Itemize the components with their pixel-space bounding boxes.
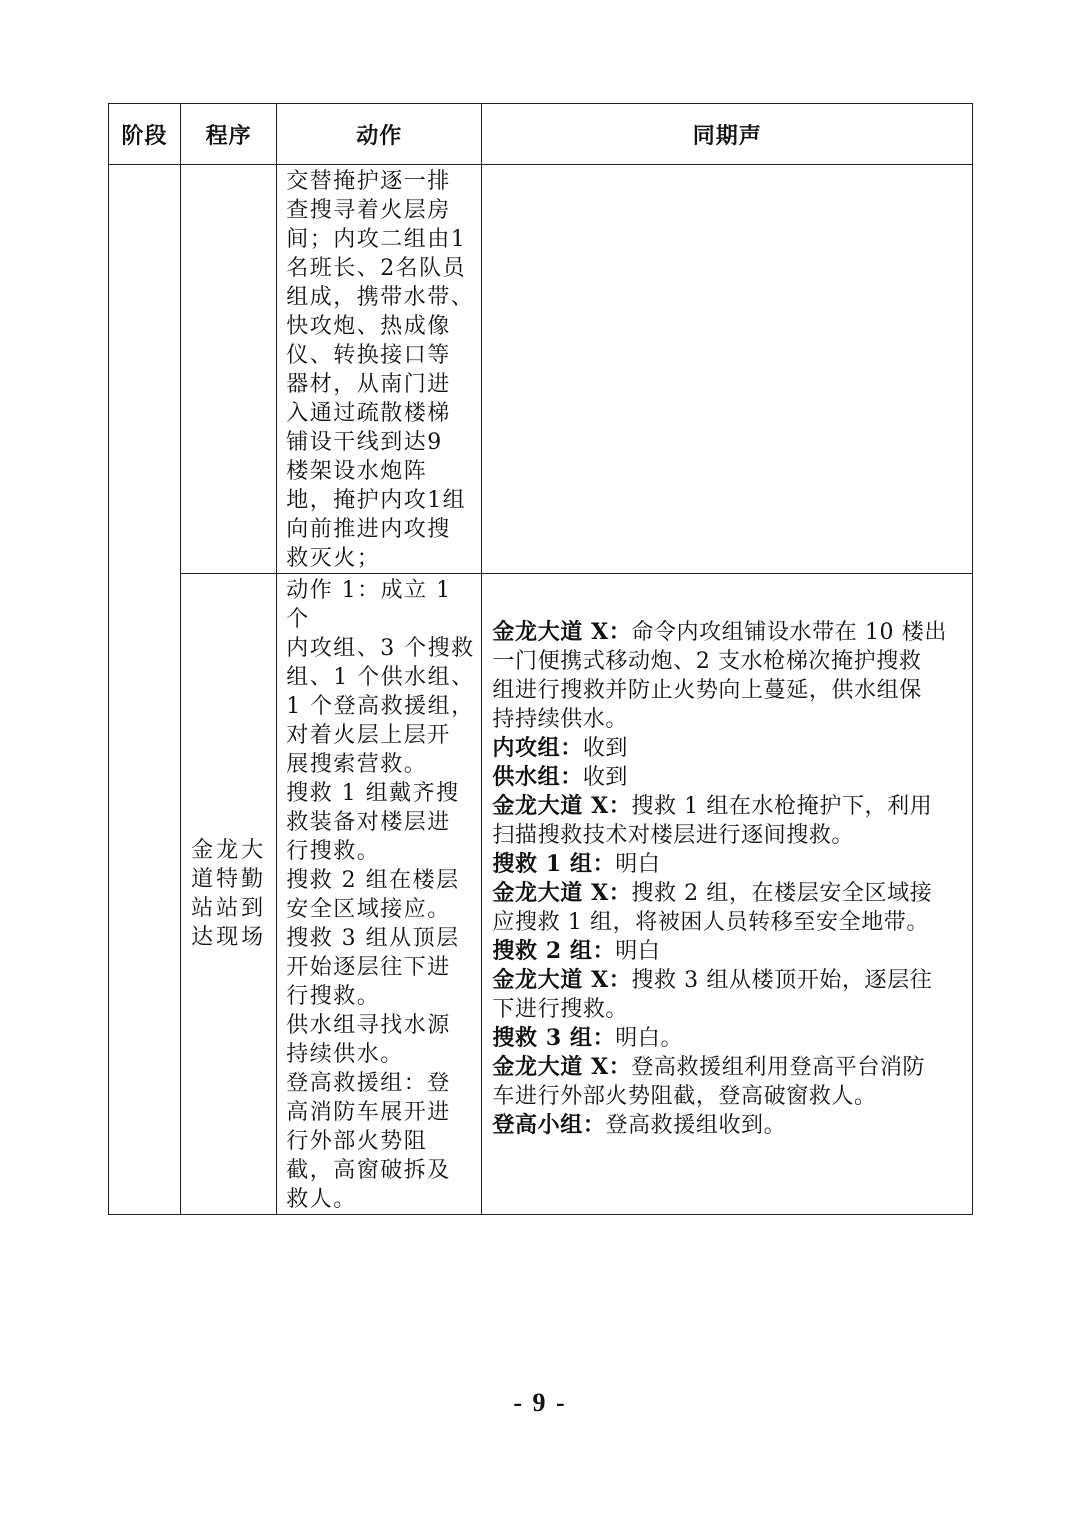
speaker-label: 金龙大道 X： [492,1054,632,1080]
action-line: 高消防车展开进 [286,1100,451,1125]
action-line: 器材，从南门进 [286,372,451,397]
action-line: 展搜索营救。 [286,752,428,777]
table-header-row [109,104,973,165]
action-line: 名班长、2名队员 [286,256,467,281]
voice-line [492,705,964,734]
voice-line [492,1053,964,1082]
speaker-label: 金龙大道 X： [492,967,632,993]
action-line: 对着火层上层开 [286,723,451,748]
speech-text: 扫描搜救技术对楼层进行逐间搜救。 [492,823,855,848]
speech-text: 持持续供水。 [492,707,629,732]
action-line: 行搜救。 [286,839,381,864]
header-voice: 同期声 [482,104,973,165]
table-row-arrival [109,574,973,1215]
voice-cell-empty [482,165,973,574]
stage-cell [109,165,181,1215]
speech-text: 搜救 1 组在水枪掩护下，利用 [631,794,933,819]
table-row-continued [109,165,973,574]
speaker-label: 搜救 2 组： [492,938,616,964]
action-line: 铺设干线到达9 [286,430,443,455]
voice-line [492,1111,964,1140]
action-line: 组、1 个供水组、 [286,665,475,690]
program-text: 金龙大道特勤站站到达现场 [191,838,267,950]
action-line: 间；内攻二组由1 [286,227,467,252]
voice-line [492,734,964,763]
page-number: - 9 - [513,1388,567,1417]
action-line: 开始逐层往下进 [286,955,451,980]
voice-line [492,879,964,908]
action-text [277,574,481,1214]
header-program: 程序 [181,104,277,165]
action-line: 搜救 3 组从顶层 [286,926,460,951]
speaker-label: 搜救 1 组： [492,851,616,877]
action-line: 搜救 1 组戴齐搜 [286,781,460,806]
speaker-label: 搜救 3 组： [492,1025,616,1051]
speaker-label: 金龙大道 X： [492,619,632,645]
action-line: 行搜救。 [286,984,381,1009]
voice-line [492,850,964,879]
speech-text: 登高救援组收到。 [605,1113,787,1138]
action-line: 快攻炮、热成像 [286,314,451,339]
voice-line [492,821,964,850]
action-line: 查搜寻着火层房 [286,198,451,223]
action-line: 地，掩护内攻1组 [286,488,467,513]
speech-text: 明白 [615,852,661,877]
voice-cell [482,574,973,1215]
action-line: 交替掩护逐一排 [286,169,451,194]
action-cell [277,574,482,1215]
voice-line [492,618,964,647]
voice-line [492,647,964,676]
action-line: 救灭火； [286,546,381,571]
action-line: 救装备对楼层进 [286,810,451,835]
speaker-label: 内攻组： [492,735,583,761]
voice-text [482,574,972,1140]
voice-line [492,908,964,937]
action-line: 向前推进内攻搜 [286,517,451,542]
voice-line [492,792,964,821]
speech-text: 收到 [582,736,629,761]
voice-line [492,1024,964,1053]
action-line: 入通过疏散楼梯 [286,401,451,426]
speech-text: 车进行外部火势阻截，登高破窗救人。 [492,1084,877,1109]
voice-line [492,1082,964,1111]
action-cell [277,165,482,574]
voice-line [492,763,964,792]
action-line: 供水组寻找水源 [286,1013,451,1038]
action-line: 1 个登高救援组， [286,694,475,719]
header-action: 动作 [277,104,482,165]
action-line: 持续供水。 [286,1042,404,1067]
speaker-label: 金龙大道 X： [492,880,632,906]
action-line: 组成，携带水带、 [286,285,475,310]
action-line: 行外部火势阻 [286,1129,428,1154]
speech-text: 登高救援组利用登高平台消防 [631,1055,926,1080]
action-line: 安全区域接应。 [286,897,451,922]
action-line: 内攻组、3 个搜救 [286,636,475,661]
speech-text: 应搜救 1 组，将被困人员转移至安全地带。 [492,910,930,935]
speaker-label: 金龙大道 X： [492,793,632,819]
program-cell-empty [181,165,277,574]
speech-text: 下进行搜救。 [492,997,629,1022]
speech-text: 收到 [582,765,629,790]
speech-text: 命令内攻组铺设水带在 10 楼出 [631,620,947,645]
procedure-table [108,103,973,1215]
voice-line [492,995,964,1024]
speech-text: 明白。 [615,1026,684,1051]
action-line: 登高救援组：登 [286,1071,451,1096]
action-text [277,165,481,573]
voice-line [492,937,964,966]
speaker-label: 供水组： [492,764,583,790]
speaker-label: 登高小组： [492,1112,606,1138]
speech-text: 搜救 2 组，在楼层安全区域接 [631,881,933,906]
action-line: 动作 1：成立 1 个 [286,578,452,632]
program-cell [181,574,277,1215]
header-stage: 阶段 [109,104,181,165]
action-line: 救人。 [286,1187,357,1212]
action-line: 截，高窗破拆及 [286,1158,451,1183]
voice-line [492,966,964,995]
speech-text: 明白 [615,939,661,964]
action-line: 楼架设水炮阵 [286,459,428,484]
speech-text: 一门便携式移动炮、2 支水枪梯次掩护搜救 [492,649,922,674]
action-line: 搜救 2 组在楼层 [286,868,460,893]
voice-line [492,676,964,705]
speech-text: 搜救 3 组从楼顶开始，逐层往 [631,968,933,993]
action-line: 仪、转换接口等 [286,343,451,368]
speech-text: 组进行搜救并防止火势向上蔓延，供水组保 [492,678,922,703]
